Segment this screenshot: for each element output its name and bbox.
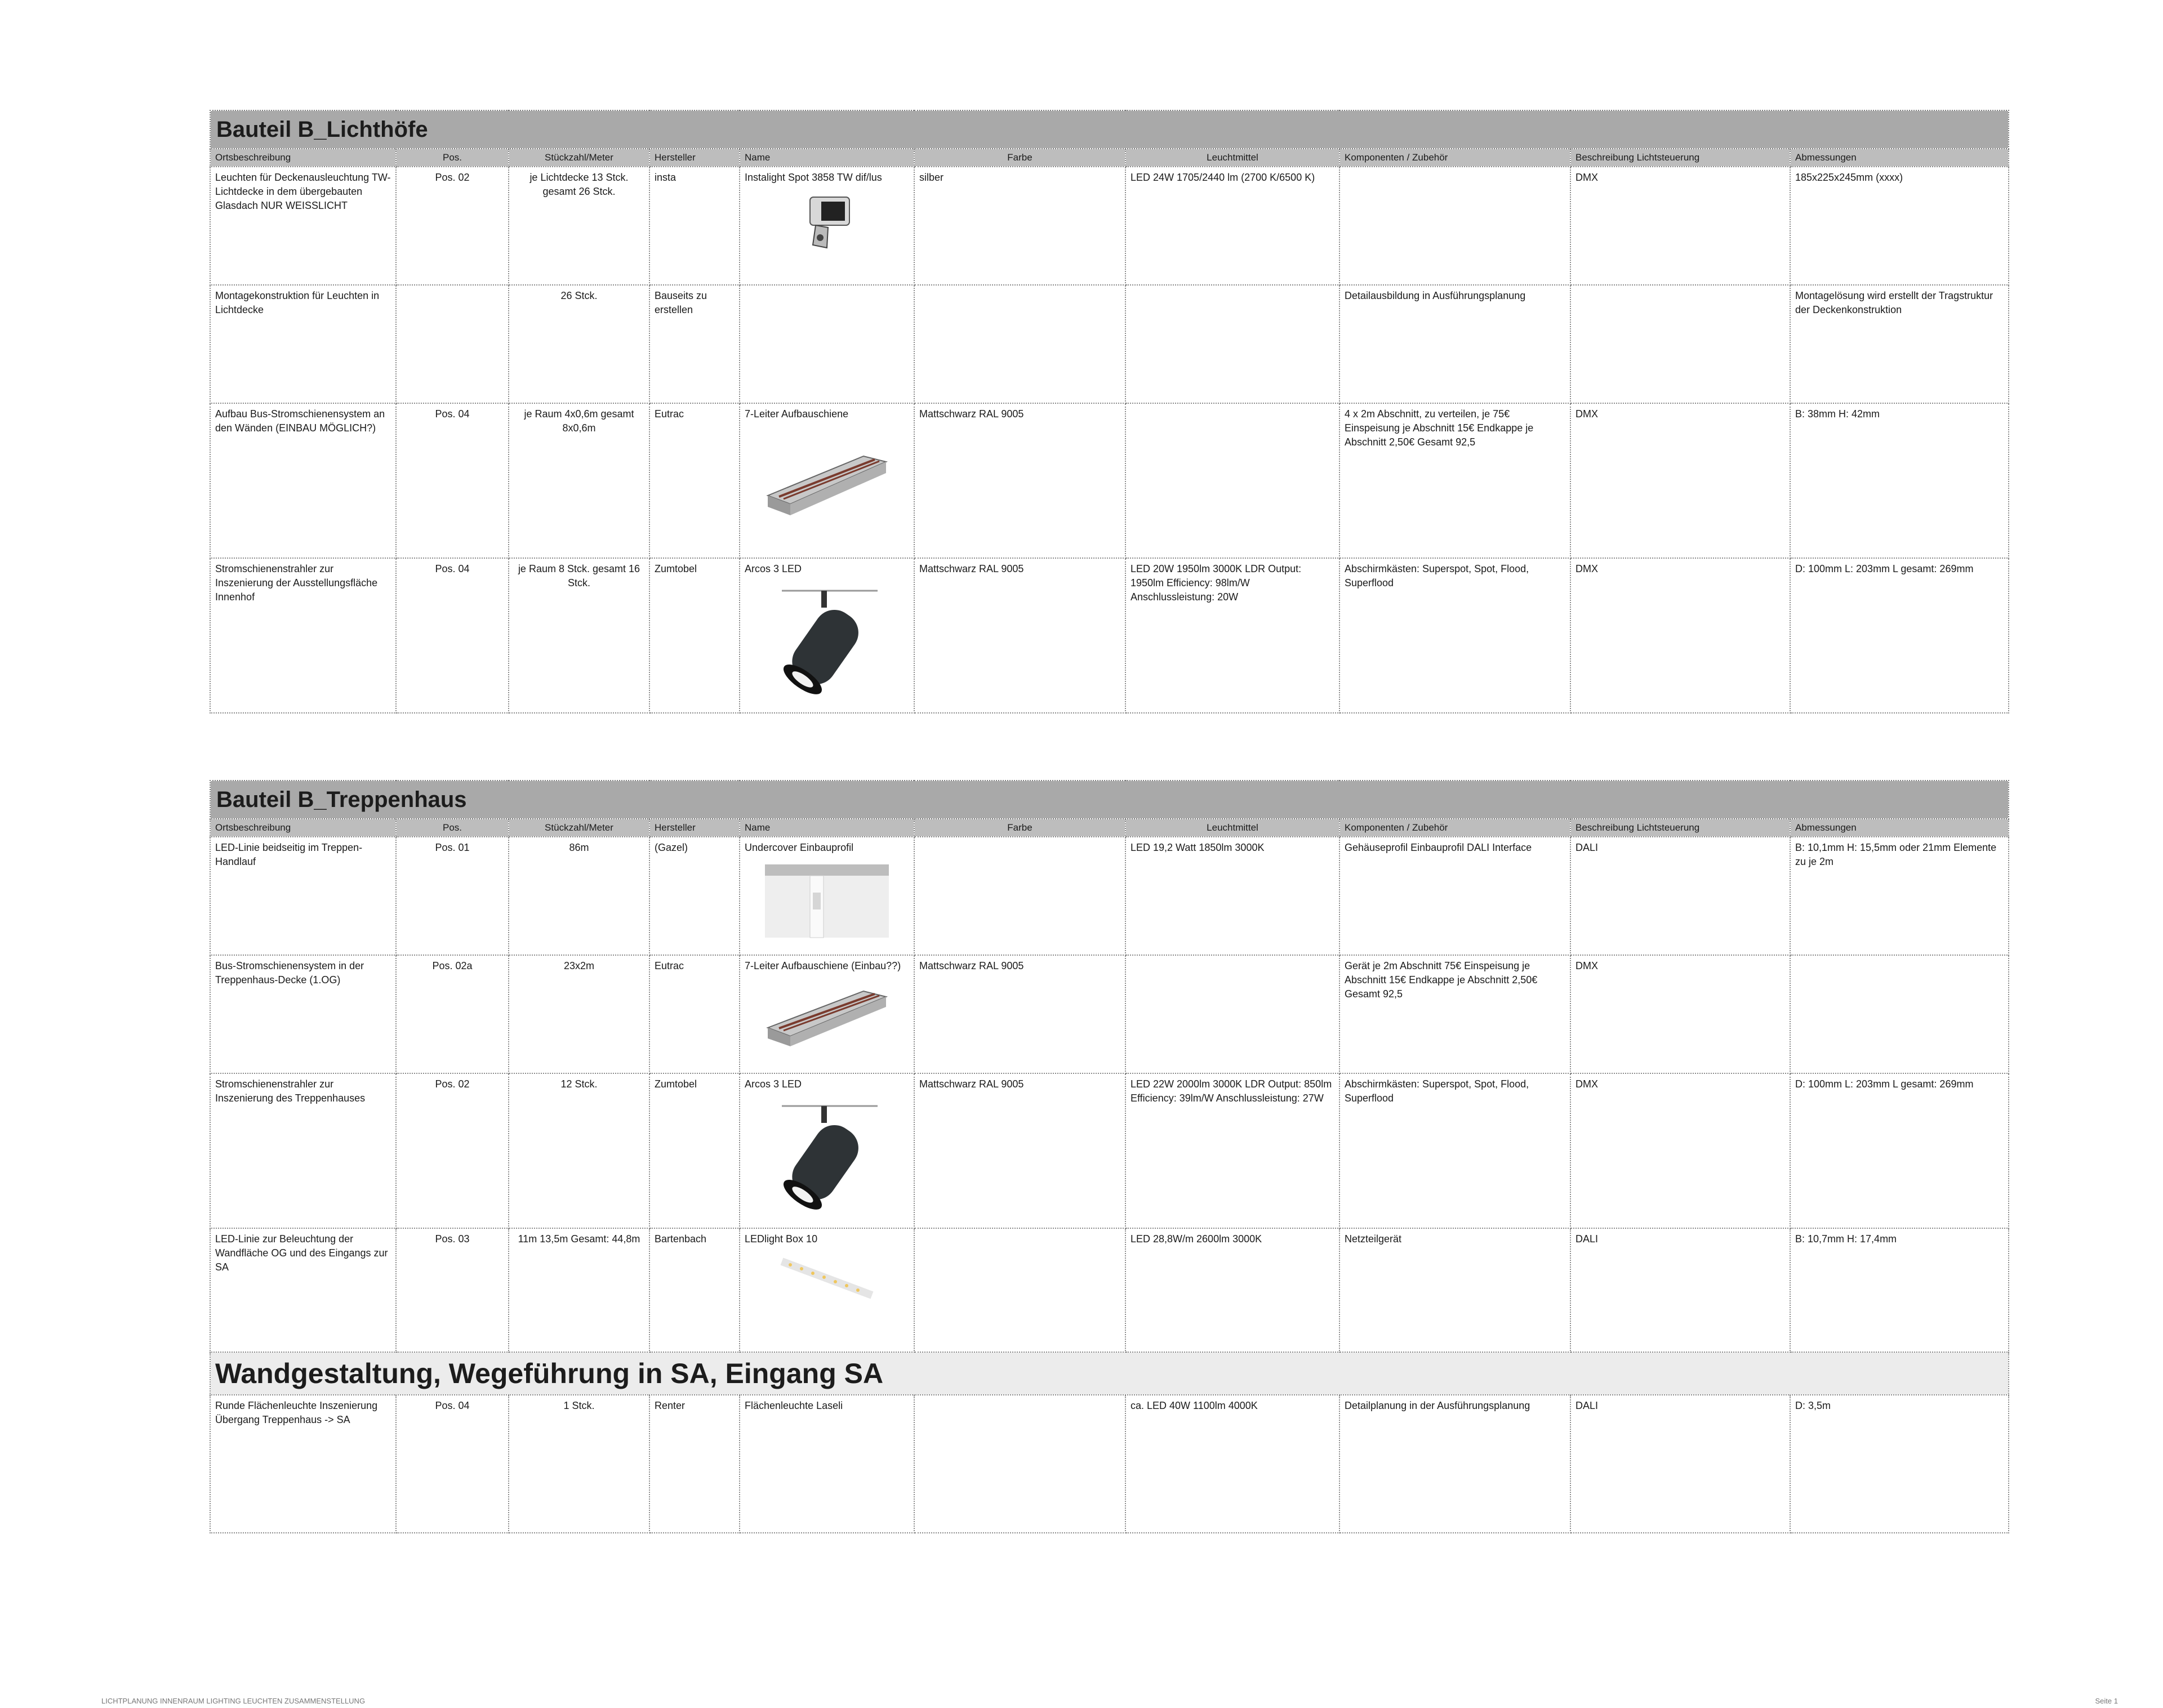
cell-stueckzahl: 11m 13,5m Gesamt: 44,8m (509, 1228, 649, 1352)
cell-hersteller: Zumtobel (649, 1073, 740, 1228)
cell-leuchtmittel: LED 24W 1705/2440 lm (2700 K/6500 K) (1125, 167, 1339, 285)
product-name: Arcos 3 LED (745, 563, 802, 574)
table-header (210, 149, 2009, 167)
cell-ortsbeschreibung: LED-Linie beidseitig im Treppen-Handlauf (210, 837, 396, 955)
cell-abmessungen: D: 100mm L: 203mm L gesamt: 269mm (1790, 558, 2009, 713)
product-name: 7-Leiter Aufbauschiene (745, 408, 849, 420)
cell-komponenten: Netzteilgerät (1339, 1228, 1570, 1352)
product-name: Arcos 3 LED (745, 1078, 802, 1090)
cell-stueckzahl: 12 Stck. (509, 1073, 649, 1228)
table-row (210, 1395, 2009, 1533)
spotlight-image (771, 1098, 883, 1211)
cell-farbe (914, 1395, 1125, 1533)
cell-farbe (914, 1228, 1125, 1352)
table-header (210, 819, 2009, 837)
cell-lichtsteuerung: DMX (1570, 558, 1790, 713)
cell-komponenten: Gerät je 2m Abschnitt 75€ Einspeisung je Abschnitt 15€ Endkappe je Abschnitt 2,50€ Gesamt 92,5 (1339, 955, 1570, 1073)
cell-leuchtmittel (1125, 403, 1339, 558)
cell-lichtsteuerung: DALI (1570, 837, 1790, 955)
cell-lichtsteuerung: DMX (1570, 167, 1790, 285)
cell-farbe (914, 837, 1125, 955)
cell-name (740, 558, 914, 713)
footer-left: LICHTPLANUNG INNENRAUM LIGHTING LEUCHTEN ZUSAMMENSTELLUNG (101, 1697, 366, 1705)
cell-abmessungen: B: 10,1mm H: 15,5mm oder 21mm Elemente zu je 2m (1790, 837, 2009, 955)
product-name: Instalight Spot 3858 TW dif/lus (745, 172, 882, 183)
cell-farbe: Mattschwarz RAL 9005 (914, 955, 1125, 1073)
cell-stueckzahl: je Raum 8 Stck. gesamt 16 Stck. (509, 558, 649, 713)
cell-leuchtmittel: LED 19,2 Watt 1850lm 3000K (1125, 837, 1339, 955)
cell-komponenten: Abschirmkästen: Superspot, Spot, Flood, Superflood (1339, 1073, 1570, 1228)
cell-abmessungen: B: 38mm H: 42mm (1790, 403, 2009, 558)
product-name: 7-Leiter Aufbauschiene (Einbau??) (745, 960, 901, 971)
cell-pos: Pos. 04 (396, 1395, 509, 1533)
cell-ortsbeschreibung: Bus-Stromschienensystem in der Treppenhaus-Decke (1.OG) (210, 955, 396, 1073)
column-header: Name (740, 819, 914, 837)
luminaire-table-lichthoefe (210, 110, 2009, 713)
column-header: Ortsbeschreibung (210, 819, 396, 837)
cell-ortsbeschreibung: Leuchten für Deckenausleuchtung TW-Lichtdecke in dem übergebauten Glasdach NUR WEISSLICHT (210, 167, 396, 285)
cell-stueckzahl: je Raum 4x0,6m gesamt 8x0,6m (509, 403, 649, 558)
cell-abmessungen: D: 100mm L: 203mm L gesamt: 269mm (1790, 1073, 2009, 1228)
cell-abmessungen: D: 3,5m (1790, 1395, 2009, 1533)
cell-komponenten: Detailausbildung in Ausführungsplanung (1339, 285, 1570, 403)
spot-luminaire-image (793, 191, 861, 253)
cell-abmessungen (1790, 955, 2009, 1073)
column-header: Pos. (396, 149, 509, 167)
section-title: Bauteil B_Lichthöfe (210, 110, 2009, 149)
cell-abmessungen: B: 10,7mm H: 17,4mm (1790, 1228, 2009, 1352)
column-header: Hersteller (649, 149, 740, 167)
cell-stueckzahl: 86m (509, 837, 649, 955)
led-strip-image (771, 1253, 883, 1304)
cell-pos (396, 285, 509, 403)
section-title: Bauteil B_Treppenhaus (210, 781, 2009, 819)
cell-name (740, 285, 914, 403)
track-rail-image (762, 980, 892, 1047)
cell-lichtsteuerung: DALI (1570, 1228, 1790, 1352)
cell-leuchtmittel: LED 20W 1950lm 3000K LDR Output: 1950lm Efficiency: 98lm/W Anschlussleistung: 20W (1125, 558, 1339, 713)
cell-farbe: Mattschwarz RAL 9005 (914, 403, 1125, 558)
cell-ortsbeschreibung: Stromschienenstrahler zur Inszenierung der Ausstellungsfläche Innenhof (210, 558, 396, 713)
cell-ortsbeschreibung: Stromschienenstrahler zur Inszenierung des Treppenhauses (210, 1073, 396, 1228)
cell-abmessungen: 185x225x245mm (xxxx) (1790, 167, 2009, 285)
column-header: Leuchtmittel (1125, 819, 1339, 837)
column-header: Pos. (396, 819, 509, 837)
cell-hersteller: insta (649, 167, 740, 285)
column-header: Komponenten / Zubehör (1339, 149, 1570, 167)
section-lichthoefe (210, 110, 2008, 713)
cell-farbe: Mattschwarz RAL 9005 (914, 1073, 1125, 1228)
cell-name (740, 1228, 914, 1352)
column-header: Name (740, 149, 914, 167)
spotlight-image (771, 583, 883, 695)
table-row (210, 403, 2009, 558)
cell-hersteller: Bauseits zu erstellen (649, 285, 740, 403)
table-row (210, 837, 2009, 955)
cell-ortsbeschreibung: Aufbau Bus-Stromschienensystem an den Wänden (EINBAU MÖGLICH?) (210, 403, 396, 558)
cell-leuchtmittel: ca. LED 40W 1100lm 4000K (1125, 1395, 1339, 1533)
cell-name (740, 837, 914, 955)
cell-hersteller: Eutrac (649, 955, 740, 1073)
cell-lichtsteuerung: DMX (1570, 955, 1790, 1073)
cell-leuchtmittel (1125, 285, 1339, 403)
column-header: Komponenten / Zubehör (1339, 819, 1570, 837)
cell-ortsbeschreibung: Runde Flächenleuchte Inszenierung Übergang Treppenhaus -> SA (210, 1395, 396, 1533)
cell-abmessungen: Montagelösung wird erstellt der Tragstruktur der Deckenkonstruktion (1790, 285, 2009, 403)
cell-leuchtmittel: LED 22W 2000lm 3000K LDR Output: 850lm Efficiency: 39lm/W Anschlussleistung: 27W (1125, 1073, 1339, 1228)
cell-name (740, 403, 914, 558)
table-row (210, 1073, 2009, 1228)
recessed-profile-image (762, 862, 892, 940)
cell-pos: Pos. 02 (396, 1073, 509, 1228)
cell-ortsbeschreibung: LED-Linie zur Beleuchtung der Wandfläche OG und des Eingangs zur SA (210, 1228, 396, 1352)
cell-pos: Pos. 03 (396, 1228, 509, 1352)
cell-ortsbeschreibung: Montagekonstruktion für Leuchten in Lichtdecke (210, 285, 396, 403)
cell-hersteller: Renter (649, 1395, 740, 1533)
column-header: Stückzahl/Meter (509, 149, 649, 167)
track-rail-image (762, 428, 892, 518)
cell-pos: Pos. 02a (396, 955, 509, 1073)
cell-hersteller: Zumtobel (649, 558, 740, 713)
cell-farbe: silber (914, 167, 1125, 285)
column-header: Beschreibung Lichtsteuerung (1570, 819, 1790, 837)
table-row (210, 285, 2009, 403)
subsection-title: Wandgestaltung, Wegeführung in SA, Eingang SA (210, 1352, 2009, 1395)
cell-pos: Pos. 01 (396, 837, 509, 955)
column-header: Abmessungen (1790, 819, 2009, 837)
cell-farbe: Mattschwarz RAL 9005 (914, 558, 1125, 713)
cell-komponenten: Abschirmkästen: Superspot, Spot, Flood, Superflood (1339, 558, 1570, 713)
cell-pos: Pos. 04 (396, 403, 509, 558)
cell-hersteller: Bartenbach (649, 1228, 740, 1352)
table-row (210, 1228, 2009, 1352)
column-header: Abmessungen (1790, 149, 2009, 167)
cell-lichtsteuerung: DMX (1570, 403, 1790, 558)
cell-stueckzahl: 1 Stck. (509, 1395, 649, 1533)
cell-lichtsteuerung: DMX (1570, 1073, 1790, 1228)
cell-name (740, 167, 914, 285)
table-row (210, 558, 2009, 713)
column-header: Ortsbeschreibung (210, 149, 396, 167)
section-treppenhaus (210, 780, 2008, 1533)
cell-name: Flächenleuchte Laseli (740, 1395, 914, 1533)
cell-komponenten: 4 x 2m Abschnitt, zu verteilen, je 75€ Einspeisung je Abschnitt 15€ Endkappe je Abschnitt 2,50€ Gesamt 92,5 (1339, 403, 1570, 558)
cell-komponenten: Detailplanung in der Ausführungsplanung (1339, 1395, 1570, 1533)
cell-hersteller: (Gazel) (649, 837, 740, 955)
cell-pos: Pos. 04 (396, 558, 509, 713)
cell-lichtsteuerung: DALI (1570, 1395, 1790, 1533)
product-name: LEDlight Box 10 (745, 1233, 818, 1245)
cell-hersteller: Eutrac (649, 403, 740, 558)
luminaire-table-treppenhaus (210, 780, 2009, 1533)
table-row (210, 955, 2009, 1073)
cell-farbe (914, 285, 1125, 403)
cell-komponenten (1339, 167, 1570, 285)
cell-leuchtmittel: LED 28,8W/m 2600lm 3000K (1125, 1228, 1339, 1352)
cell-pos: Pos. 02 (396, 167, 509, 285)
cell-lichtsteuerung (1570, 285, 1790, 403)
table-row (210, 167, 2009, 285)
cell-leuchtmittel (1125, 955, 1339, 1073)
column-header: Farbe (914, 819, 1125, 837)
column-header: Hersteller (649, 819, 740, 837)
column-header: Stückzahl/Meter (509, 819, 649, 837)
column-header: Leuchtmittel (1125, 149, 1339, 167)
footer-right: Seite 1 (2095, 1697, 2118, 1705)
cell-stueckzahl: je Lichtdecke 13 Stck. gesamt 26 Stck. (509, 167, 649, 285)
cell-name (740, 1073, 914, 1228)
product-name: Undercover Einbauprofil (745, 842, 854, 853)
cell-stueckzahl: 23x2m (509, 955, 649, 1073)
cell-komponenten: Gehäuseprofil Einbauprofil DALI Interface (1339, 837, 1570, 955)
cell-name (740, 955, 914, 1073)
column-header: Beschreibung Lichtsteuerung (1570, 149, 1790, 167)
column-header: Farbe (914, 149, 1125, 167)
cell-stueckzahl: 26 Stck. (509, 285, 649, 403)
